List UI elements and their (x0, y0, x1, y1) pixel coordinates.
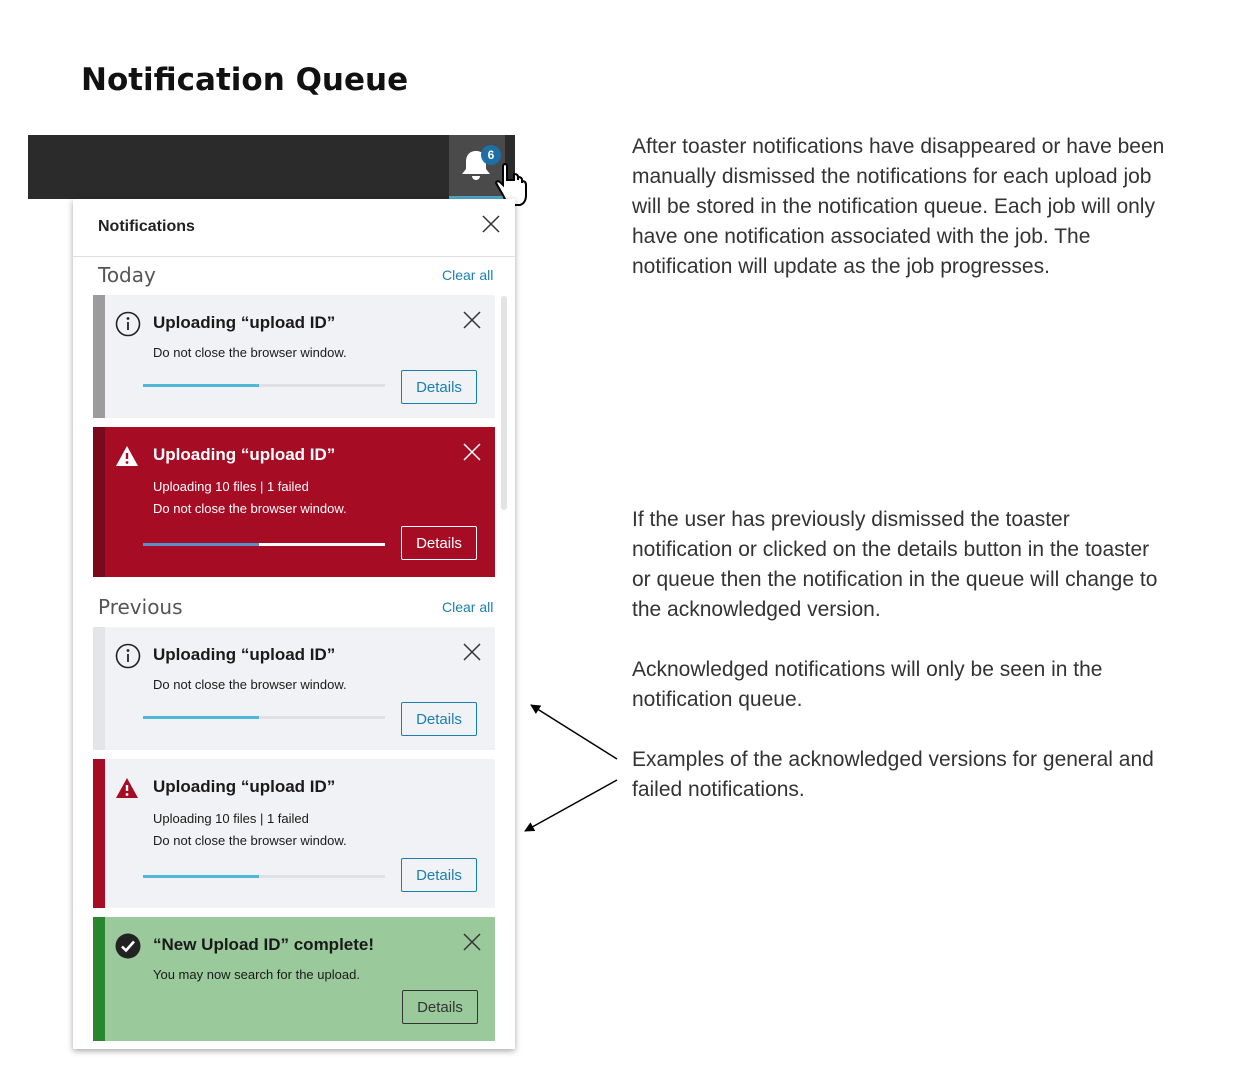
section-previous-label: Previous (98, 595, 183, 619)
clear-all-today-link[interactable]: Clear all (442, 267, 494, 283)
notification-message: Do not close the browser window. (153, 833, 347, 848)
panel-title: Notifications (98, 218, 195, 235)
details-button[interactable]: Details (402, 990, 478, 1024)
notification-count-badge: 6 (481, 145, 501, 165)
page-title: Notification Queue (81, 62, 409, 98)
clear-all-previous-link[interactable]: Clear all (442, 599, 494, 615)
description-queue: After toaster notifications have disappeared or have been manually dismissed the notifications for each upload job will be stored in the notification queue. Each job will only have one notification associated with the job. The notification will update as the job progresses. (632, 135, 1165, 278)
notification-message: Uploading 10 files | 1 failed (153, 479, 309, 494)
arrow-to-info-ack (531, 705, 617, 759)
notification-title: Uploading “upload ID” (153, 313, 336, 332)
notification-message: You may now search for the upload. (153, 967, 360, 982)
details-button[interactable]: Details (401, 370, 477, 404)
details-button[interactable]: Details (401, 526, 477, 560)
section-today-label: Today (98, 263, 156, 287)
arrow-to-error-ack (525, 780, 617, 831)
description-examples: Examples of the acknowledged versions for general and failed notifications. (632, 748, 1154, 801)
notification-message: Uploading 10 files | 1 failed (153, 811, 309, 826)
description-acknowledged: If the user has previously dismissed the toaster notification or clicked on the details button in the toaster or queue then the notification in the queue will change to the acknowledged version. (632, 508, 1158, 621)
description-acknowledged-only-queue: Acknowledged notifications will only be seen in the notification queue. (632, 658, 1103, 711)
details-button[interactable]: Details (401, 702, 477, 736)
notification-title: Uploading “upload ID” (153, 445, 336, 464)
details-button[interactable]: Details (401, 858, 477, 892)
notification-title: Uploading “upload ID” (153, 645, 336, 664)
notification-message: Do not close the browser window. (153, 501, 347, 516)
notification-title: Uploading “upload ID” (153, 777, 336, 796)
notification-message: Do not close the browser window. (153, 345, 347, 360)
notification-message: Do not close the browser window. (153, 677, 347, 692)
notification-title: “New Upload ID” complete! (153, 935, 375, 954)
